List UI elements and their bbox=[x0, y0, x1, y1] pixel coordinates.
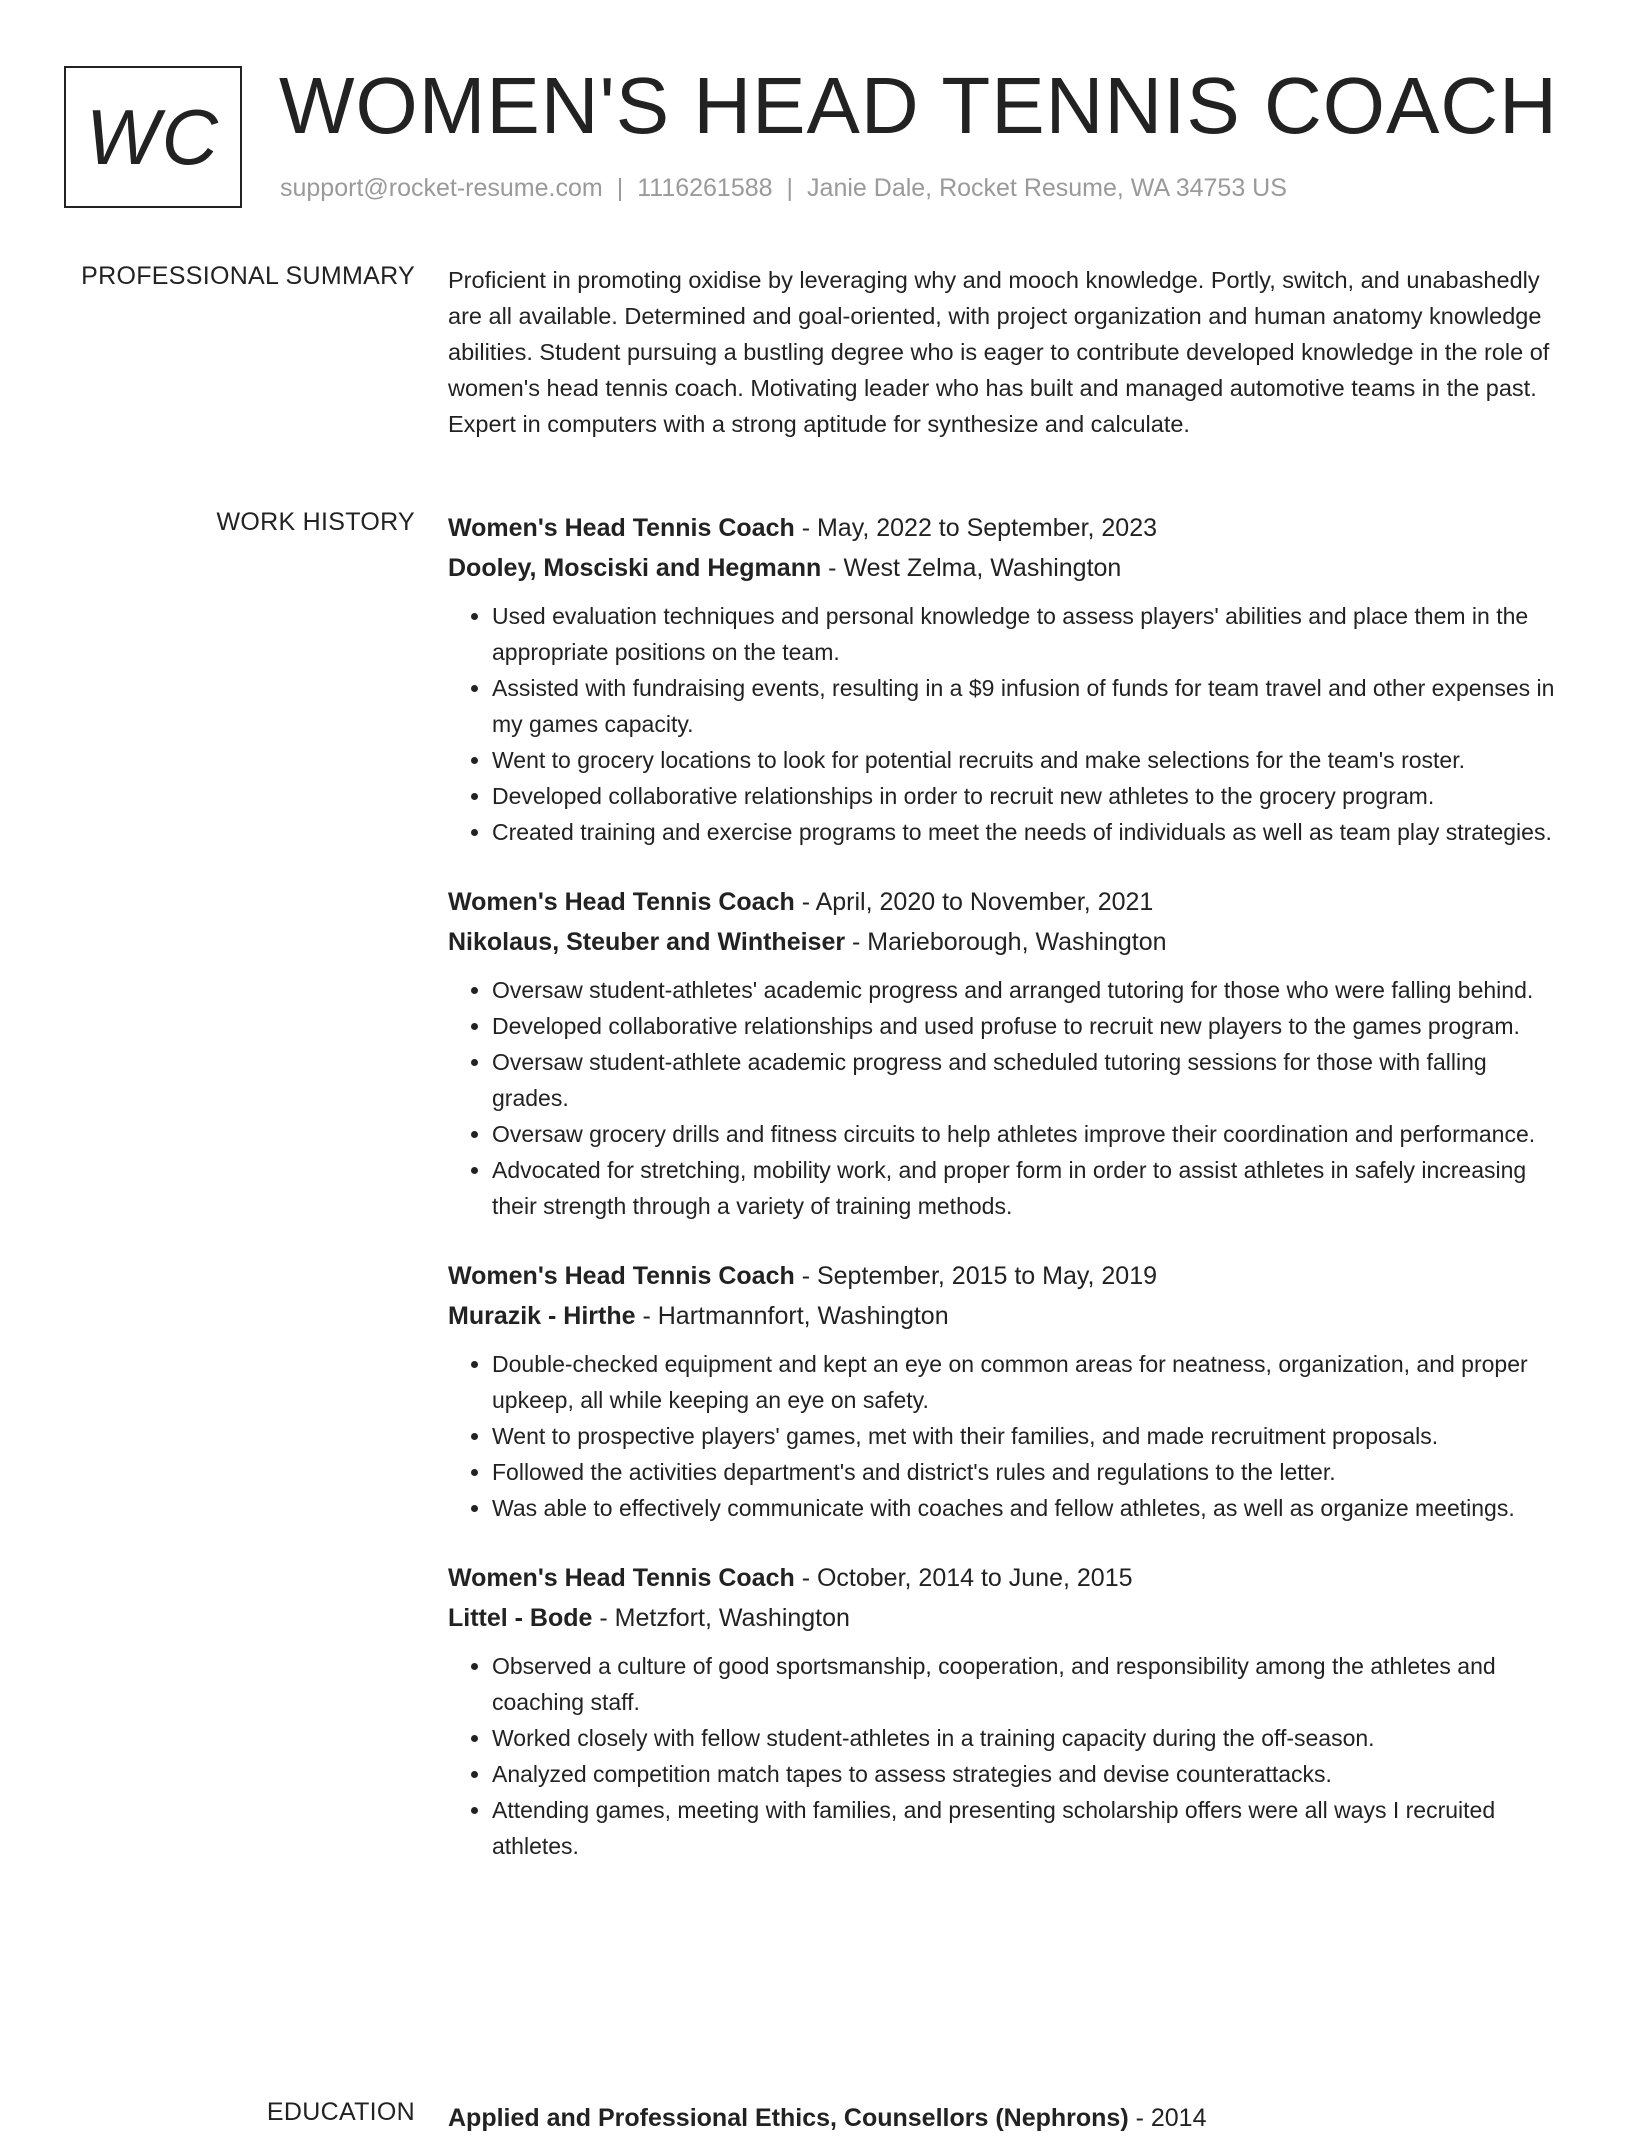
job-bullet: • Followed the activities department's and district's rules and regulations to the letter. bbox=[492, 1454, 1558, 1490]
monogram-box bbox=[64, 66, 242, 208]
job-location: - Hartmannfort, Washington bbox=[635, 1302, 949, 1330]
job-entry bbox=[448, 1256, 1558, 1526]
job-bullet: • Went to prospective players' games, met with their families, and made recruitment proposals. bbox=[492, 1418, 1558, 1454]
job-location: - Marieborough, Washington bbox=[845, 928, 1167, 956]
resume-header bbox=[64, 61, 1592, 211]
job-bullet: • Oversaw student-athlete academic progress and scheduled tutoring sessions for those with falling grades. bbox=[492, 1044, 1558, 1116]
job-bullets bbox=[448, 972, 1558, 1224]
job-bullet: • Worked closely with fellow student-athletes in a training capacity during the off-season. bbox=[492, 1720, 1558, 1756]
job-entry bbox=[448, 1558, 1558, 1864]
job-location: - West Zelma, Washington bbox=[821, 554, 1122, 582]
job-title: Women's Head Tennis Coach bbox=[448, 1564, 795, 1592]
section-heading-summary: PROFESSIONAL SUMMARY bbox=[81, 262, 415, 290]
job-bullet: • Developed collaborative relationships in order to recruit new athletes to the grocery program. bbox=[492, 778, 1558, 814]
job-title-line bbox=[448, 1558, 1558, 1598]
contact-email[interactable]: support@rocket-resume.com bbox=[280, 174, 603, 202]
section-heading-education: EDUCATION bbox=[266, 2098, 415, 2126]
job-company-line bbox=[448, 548, 1558, 588]
job-dates: - October, 2014 to June, 2015 bbox=[794, 1564, 1133, 1592]
job-bullet: • Attending games, meeting with families, and presenting scholarship offers were all ways I recruited athletes. bbox=[492, 1792, 1558, 1864]
summary-body bbox=[448, 262, 1558, 442]
job-bullet: • Went to grocery locations to look for potential recruits and make selections for the team's roster. bbox=[492, 742, 1558, 778]
job-company-line bbox=[448, 922, 1558, 962]
job-entry bbox=[448, 508, 1558, 850]
job-bullet: • Advocated for stretching, mobility work, and proper form in order to assist athletes in safely increasing their strength through a variety of training methods. bbox=[492, 1152, 1558, 1224]
job-bullet: • Oversaw grocery drills and fitness circuits to help athletes improve their coordination and performance. bbox=[492, 1116, 1558, 1152]
job-title-line bbox=[448, 1256, 1558, 1296]
job-company: Nikolaus, Steuber and Wintheiser bbox=[448, 928, 846, 956]
job-title: Women's Head Tennis Coach bbox=[448, 888, 795, 916]
job-bullet: • Assisted with fundraising events, resulting in a $9 infusion of funds for team travel and other expenses in my games capacity. bbox=[492, 670, 1558, 742]
education-degree: Applied and Professional Ethics, Counsellors (Nephrons) bbox=[448, 2104, 1129, 2132]
monogram-initials: WC bbox=[86, 93, 220, 181]
job-bullet: • Used evaluation techniques and personal knowledge to assess players' abilities and place them in the appropriate positions on the team. bbox=[492, 598, 1558, 670]
job-location: - Metzfort, Washington bbox=[592, 1604, 850, 1632]
job-company: Murazik - Hirthe bbox=[448, 1302, 636, 1330]
job-dates: - September, 2015 to May, 2019 bbox=[794, 1262, 1158, 1290]
job-bullets bbox=[448, 1346, 1558, 1526]
resume-title: WOMEN'S HEAD TENNIS COACH bbox=[279, 61, 1558, 150]
contact-separator: | bbox=[616, 174, 624, 202]
education-body bbox=[448, 2098, 1558, 2138]
job-bullets bbox=[448, 1648, 1558, 1864]
job-bullet: • Created training and exercise programs to meet the needs of individuals as well as team play strategies. bbox=[492, 814, 1558, 850]
contact-line bbox=[280, 174, 1287, 203]
job-title-line bbox=[448, 882, 1558, 922]
job-bullet: • Analyzed competition match tapes to assess strategies and devise counterattacks. bbox=[492, 1756, 1558, 1792]
contact-address: Janie Dale, Rocket Resume, WA 34753 US bbox=[807, 174, 1287, 202]
job-bullet: • Oversaw student-athletes' academic progress and arranged tutoring for those who were falling behind. bbox=[492, 972, 1558, 1008]
education-year: - 2014 bbox=[1128, 2104, 1207, 2132]
contact-separator: | bbox=[786, 174, 794, 202]
work-history-body bbox=[448, 508, 1558, 1896]
job-bullets bbox=[448, 598, 1558, 850]
job-company: Littel - Bode bbox=[448, 1604, 593, 1632]
job-title: Women's Head Tennis Coach bbox=[448, 514, 795, 542]
job-company-line bbox=[448, 1296, 1558, 1336]
job-entry bbox=[448, 882, 1558, 1224]
job-bullet: • Was able to effectively communicate with coaches and fellow athletes, as well as organize meetings. bbox=[492, 1490, 1558, 1526]
job-title-line bbox=[448, 508, 1558, 548]
job-bullet: • Developed collaborative relationships and used profuse to recruit new players to the games program. bbox=[492, 1008, 1558, 1044]
job-company-line bbox=[448, 1598, 1558, 1638]
job-company: Dooley, Mosciski and Hegmann bbox=[448, 554, 822, 582]
job-bullet: • Double-checked equipment and kept an eye on common areas for neatness, organization, and proper upkeep, all while keeping an eye on safety. bbox=[492, 1346, 1558, 1418]
job-dates: - May, 2022 to September, 2023 bbox=[794, 514, 1158, 542]
job-bullet: • Observed a culture of good sportsmanship, cooperation, and responsibility among the athletes and coaching staff. bbox=[492, 1648, 1558, 1720]
job-dates: - April, 2020 to November, 2021 bbox=[794, 888, 1154, 916]
job-title: Women's Head Tennis Coach bbox=[448, 1262, 795, 1290]
education-line bbox=[448, 2098, 1558, 2138]
section-heading-work: WORK HISTORY bbox=[216, 508, 415, 536]
summary-text: Proficient in promoting oxidise by leveraging why and mooch knowledge. Portly, switch, and unabashedly are all available. Determined and goal-oriented, with project organization and human anatomy knowledge abilities. Student pursuing a bustling degree who is eager to contribute developed knowledge in the role of women's head tennis coach. Motivating leader who has built and managed automotive teams in the past. Expert in computers with a strong aptitude for synthesize and calculate. bbox=[448, 267, 1550, 437]
contact-phone[interactable]: 1116261588 bbox=[637, 174, 773, 202]
